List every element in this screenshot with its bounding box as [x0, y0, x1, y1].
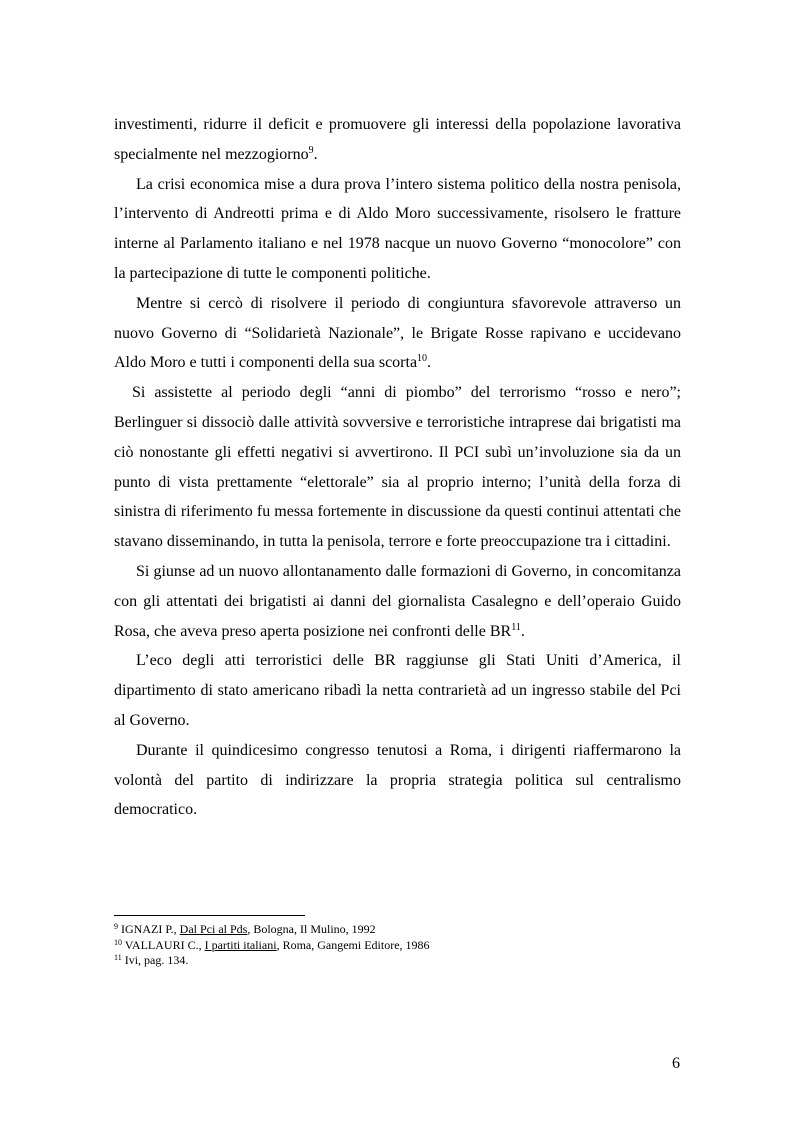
footnote-divider	[114, 915, 305, 916]
footnote-9-title: Dal Pci al Pds	[179, 922, 248, 936]
paragraph-2: La crisi economica mise a dura prova l’intero sistema politico della nostra penisola, l’intervento di Andreotti prima e di Aldo Moro successivamente, risolsero le fratture interne al Parlamento italiano e nel 1978 nacque un nuovo Governo “monocolore” con la partecipazione di tutte le componenti politiche.	[114, 175, 681, 282]
body-text	[114, 110, 681, 825]
page-number: 6	[672, 1055, 680, 1072]
footnote-11: $^{11}$ Ivi, pag. 134.	[114, 953, 189, 967]
paragraph-7: Durante il quindicesimo congresso tenutosi a Roma, i dirigenti riaffermarono la volontà del partito di indirizzare la propria strategia politica sul centralismo democratico.	[114, 741, 681, 819]
paragraph-5: Si giunse ad un nuovo allontanamento dalle formazioni di Governo, in concomitanza con gli attentati dei brigatisti ai danni del giornalista Casalegno e dell’operaio Guido Rosa, che aveva preso aperta posizione nei confronti delle BR$^{11}$.	[114, 562, 681, 640]
paragraph-3: Mentre si cercò di risolvere il periodo di congiuntura sfavorevole attraverso un nuovo Governo di “Solidarietà Nazionale”, le Brigate Rosse rapivano e uccidevano Aldo Moro e tutti i componenti della sua scorta$^{10}$.	[114, 294, 681, 372]
paragraph-1: investimenti, ridurre il deficit e promuovere gli interessi della popolazione lavorativa specialmente nel mezzogiorno$^9$.	[114, 116, 681, 163]
footnotes	[114, 922, 681, 969]
footnote-9: $^9$ IGNAZI P., Dal Pci al Pds, Bologna, Il Mulino, 1992	[114, 922, 376, 936]
paragraph-6: L’eco degli atti terroristici delle BR raggiunse gli Stati Uniti d’America, il dipartimento di stato americano ribadì la netta contrarietà ad un ingresso stabile del Pci al Governo.	[114, 652, 681, 729]
paragraph-4: Si assistette al periodo degli “anni di piombo” del terrorismo “rosso e nero”; Berlinguer si dissociò dalle attività sovversive e terroristiche intraprese dai brigatisti ma ciò nonostante gli effetti negativi si avvertirono. Il PCI subì un’involuzione sia da un punto di vista prettamente “elettorale” sia al proprio interno; l’unità della forza di sinistra di riferimento fu messa fortemente in discussione da questi continui attentati che stavano disseminando, in tutta la penisola, terrore e forte preoccupazione tra i cittadini.	[114, 384, 681, 551]
footnote-ref-11[interactable]: 11	[511, 621, 521, 633]
footnote-10-title: I partiti italiani	[204, 937, 277, 952]
footnote-ref-9[interactable]: 9	[308, 144, 314, 156]
footnote-ref-10[interactable]: 10	[417, 353, 428, 365]
footnote-10: $^{10}$ VALLAURI C., I partiti italiani, Roma, Gangemi Editore, 1986	[114, 937, 430, 952]
